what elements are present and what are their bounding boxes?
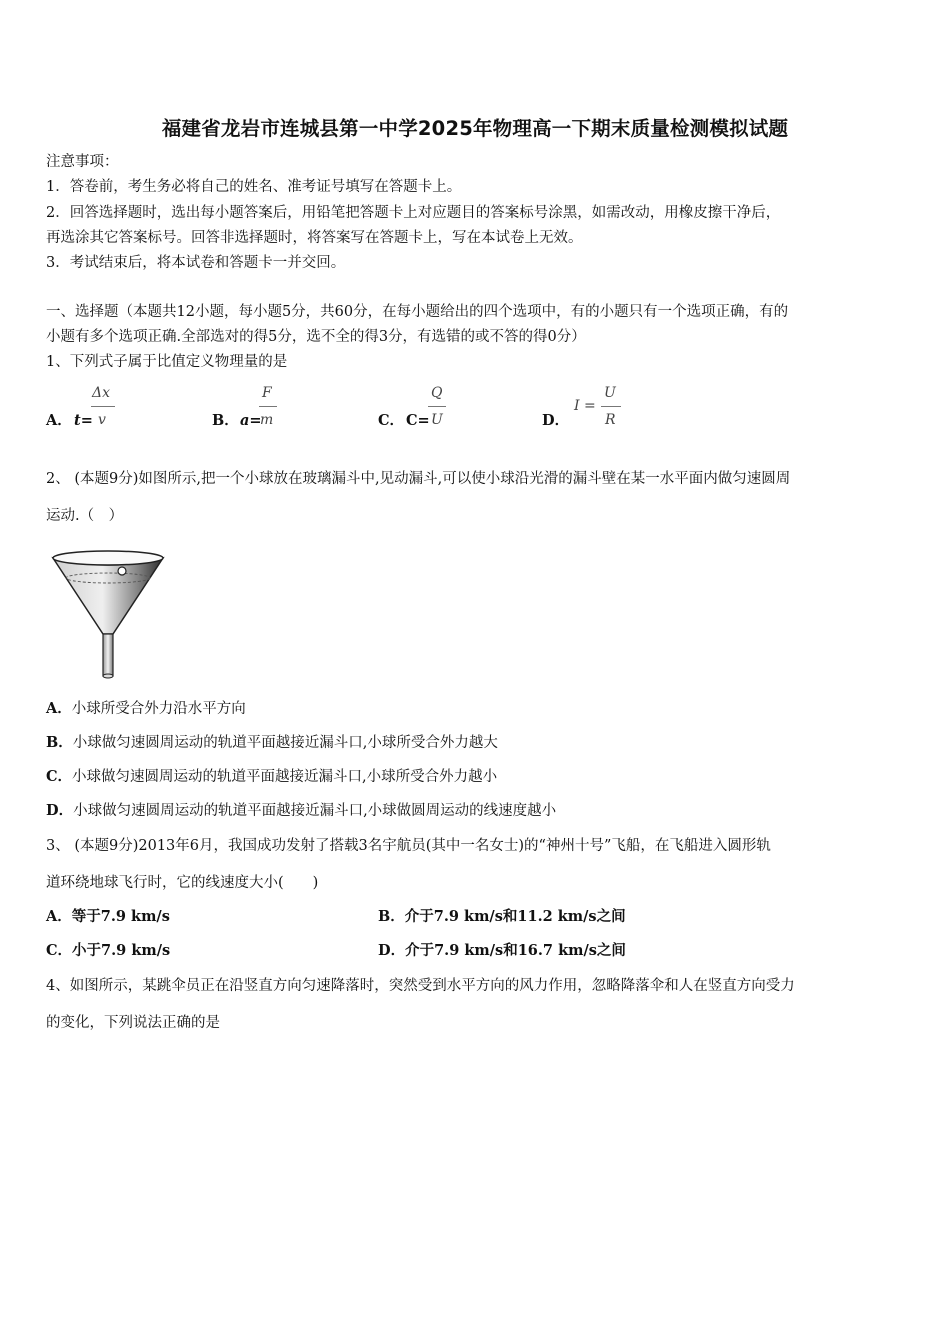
q3-option-d-text: 介于7.9 km/s和16.7 km/s之间 [405, 942, 626, 959]
fraction-bar [259, 406, 277, 407]
q2-option-a-text: 小球所受合外力沿水平方向 [71, 701, 246, 717]
q3-option-b-text: 介于7.9 km/s和11.2 km/s之间 [404, 908, 626, 925]
q1-option-c-label: C． [378, 412, 405, 429]
fraction-bar [601, 406, 621, 407]
ball [118, 567, 126, 575]
q2-option-b-text: 小球做匀速圆周运动的轨道平面越接近漏斗口,小球所受合外力越大 [72, 735, 498, 751]
q2-stem-line1: 2、 (本题9分)如图所示,把一个小球放在玻璃漏斗中,见动漏斗,可以使小球沿光滑的漏斗壁在某一水平面内做匀速圆周 [46, 471, 791, 487]
q1-option-a-lhs: t= [74, 412, 93, 429]
q2-option-a[interactable] [46, 699, 246, 719]
q1-option-d-lhs: I = [574, 398, 596, 414]
q1-option-b-numerator: F [262, 385, 272, 401]
q1-option-c-lhs: C= [406, 412, 430, 429]
notice-item-1: 1．答卷前，考生务必将自己的姓名、准考证号填写在答题卡上。 [46, 179, 462, 195]
q2-option-d[interactable] [46, 801, 556, 821]
q2-option-c[interactable] [46, 767, 497, 787]
q1-option-b-lhs: a= [240, 412, 262, 429]
q1-option-a-denominator: v [98, 412, 106, 428]
q3-option-c-label: C． [46, 942, 73, 959]
funnel-figure [50, 548, 168, 680]
q4-stem-line2: 的变化，下列说法正确的是 [46, 1015, 220, 1031]
q1-option-c-numerator: Q [431, 385, 443, 401]
q1-option-c-denominator: U [431, 412, 443, 428]
q1-option-d-label: D． [542, 412, 570, 429]
q2-option-b[interactable] [46, 733, 498, 753]
q2-option-a-label: A． [46, 700, 72, 717]
q2-option-c-text: 小球做匀速圆周运动的轨道平面越接近漏斗口,小球所受合外力越小 [72, 769, 498, 785]
q3-option-a-text: 等于7.9 km/s [71, 908, 170, 925]
page-title: 福建省龙岩市连城县第一中学2025年物理高一下期末质量检测模拟试题 [161, 117, 789, 140]
q4-stem-line1: 4、如图所示，某跳伞员正在沿竖直方向匀速降落时，突然受到水平方向的风力作用，忽略降落伞和人在竖直方向受力 [46, 978, 795, 994]
q3-option-d[interactable] [378, 941, 626, 961]
q1-option-a-numerator: Δx [92, 385, 111, 401]
fraction-bar [428, 406, 446, 407]
q2-option-d-text: 小球做匀速圆周运动的轨道平面越接近漏斗口,小球做圆周运动的线速度越小 [73, 803, 557, 819]
q3-option-b-label: B． [378, 908, 405, 925]
q3-stem-line2: 道环绕地球飞行时，它的线速度大小( ) [46, 875, 319, 891]
funnel-tip [103, 674, 113, 678]
q3-option-c-text: 小于7.9 km/s [72, 942, 171, 959]
q3-option-c[interactable] [46, 941, 170, 961]
q1-option-d-denominator: R [605, 412, 616, 428]
funnel-rim [53, 551, 163, 565]
q3-stem-line1: 3、 (本题9分)2013年6月，我国成功发射了搭载3名宇航员(其中一名女士)的“神州十号”飞船，在飞船进入圆形轨 [46, 838, 771, 854]
q1-option-b-denominator: m [260, 412, 274, 428]
fraction-bar [91, 406, 115, 407]
q2-option-d-label: D． [46, 802, 74, 819]
section-heading-line2: 小题有多个选项正确.全部选对的得5分，选不全的得3分，有选错的或不答的得0分） [46, 329, 586, 345]
q3-option-d-label: D． [378, 942, 406, 959]
funnel-stem [103, 634, 113, 676]
q3-option-a-label: A． [46, 908, 72, 925]
funnel-cone [53, 558, 163, 634]
q1-option-d-numerator: U [604, 385, 616, 401]
q3-option-b[interactable] [378, 907, 626, 927]
q2-stem-line2: 运动.（ ） [46, 508, 124, 524]
notice-item-2-cont: 再选涂其它答案标号。回答非选择题时，将答案写在答题卡上，写在本试卷上无效。 [46, 230, 583, 246]
q1-option-a-label: A． [46, 412, 72, 429]
q1-stem: 1、下列式子属于比值定义物理量的是 [46, 354, 288, 370]
q3-option-a[interactable] [46, 907, 170, 927]
q2-option-c-label: C． [46, 768, 73, 785]
section-heading-line1: 一、选择题（本题共12小题，每小题5分，共60分，在每小题给出的四个选项中，有的小题只有一个选项正确，有的 [46, 304, 789, 320]
notice-item-2: 2．回答选择题时，选出每小题答案后，用铅笔把答题卡上对应题目的答案标号涂黑，如需改动，用橡皮擦干净后， [46, 205, 781, 221]
q2-option-b-label: B． [46, 734, 73, 751]
notice-item-3: 3．考试结束后，将本试卷和答题卡一并交回。 [46, 255, 346, 271]
q1-option-b-label: B． [212, 412, 239, 429]
notice-heading: 注意事项： [46, 154, 119, 170]
